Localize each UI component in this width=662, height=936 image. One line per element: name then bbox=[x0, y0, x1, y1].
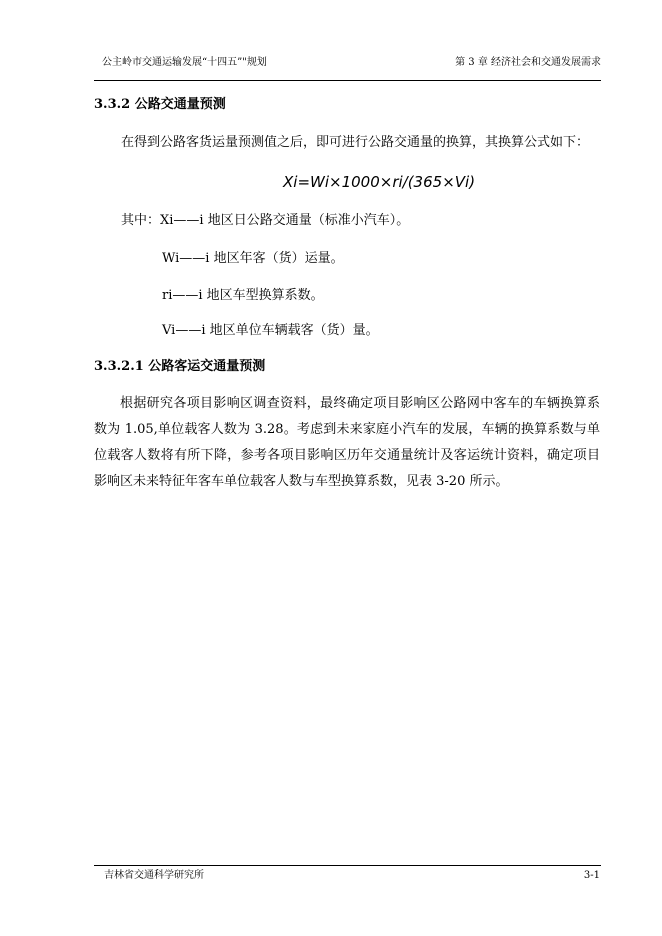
footer-divider bbox=[94, 865, 601, 866]
header-divider bbox=[94, 80, 601, 81]
definition-wi: Wi——i 地区年客（货）运量。 bbox=[162, 251, 344, 266]
header-document-title: 公主岭市交通运输发展“十四五”"规划 bbox=[102, 57, 267, 68]
definition-ri: ri——i 地区车型换算系数。 bbox=[162, 288, 324, 303]
header-chapter-title: 第 3 章 经济社会和交通发展需求 bbox=[455, 57, 601, 68]
definition-xi: 其中：Xi——i 地区日公路交通量（标准小汽车）。 bbox=[121, 213, 410, 228]
conversion-formula: Xi=Wi×1000×ri/(365×Vi) bbox=[283, 173, 476, 191]
passenger-traffic-paragraph: 根据研究各项目影响区调查资料，最终确定项目影响区公路网中客车的车辆换算系数为 1.05,单位载客人数为 3.28。考虑到未来家庭小汽车的发展，车辆的换算系数与单位载客人数将有所下降，参考各项目影响区历年交通量统计及客运统计资料，确定项目影响区未来特征年客车单位载客人数与车型换算系数，见表 3-20 所示。 bbox=[94, 396, 600, 489]
footer-institute-name: 吉林省交通科学研究所 bbox=[104, 870, 204, 881]
definition-vi: Vi——i 地区单位车辆载客（货）量。 bbox=[162, 323, 379, 338]
section-heading-3-3-2-1: 3.3.2.1 公路客运交通量预测 bbox=[94, 359, 266, 374]
page-number: 3-1 bbox=[583, 870, 600, 881]
intro-paragraph: 在得到公路客货运量预测值之后，即可进行公路交通量的换算，其换算公式如下： bbox=[121, 135, 590, 150]
section-heading-3-3-2: 3.3.2 公路交通量预测 bbox=[94, 97, 226, 112]
